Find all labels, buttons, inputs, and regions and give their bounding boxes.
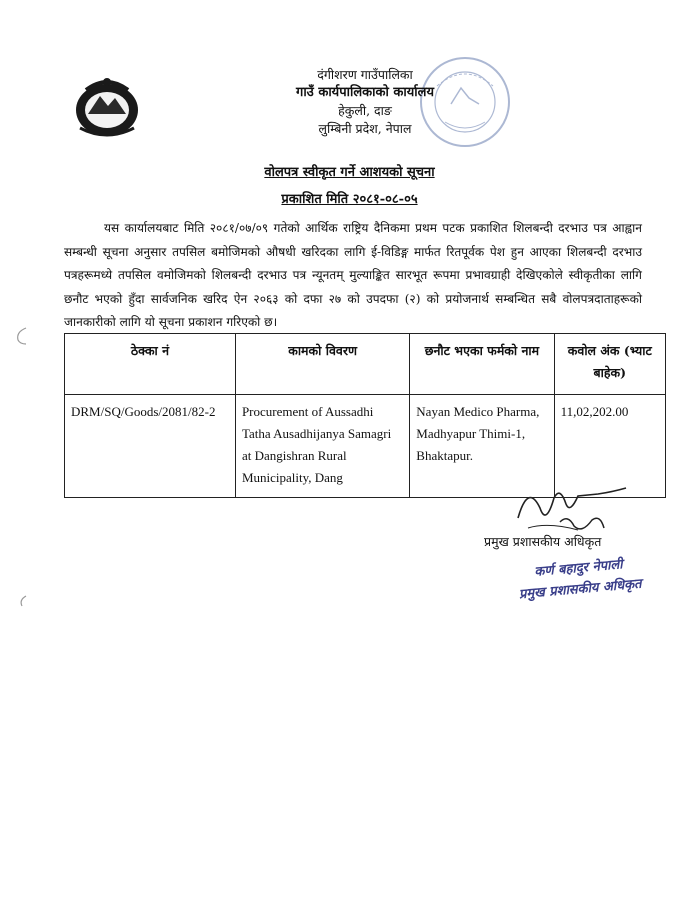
office-address: हेकुली, दाङ [338,103,392,118]
handwritten-signature-icon [508,478,638,538]
header-contract-no: ठेक्का नं [65,334,236,395]
nepal-emblem-icon [68,72,146,140]
header-work-description: कामको विवरण [235,334,409,395]
selected-firm-cell: Nayan Medico Pharma, Madhyapur Thimi-1, Bhaktapur. [410,395,554,498]
notice-title-text: वोलपत्र स्वीकृत गर्ने आशयको सूचना [264,165,435,180]
contract-no-cell: DRM/SQ/Goods/2081/82-2 [65,395,236,498]
published-date-text: प्रकाशित मिति २०८१-०८-०५ [281,192,418,207]
notice-body: यस कार्यालयबाट मिति २०८१/०७/०९ गतेको आर्थिक राष्ट्रिय दैनिकमा प्रथम पटक प्रकाशित शिलबन्दी दरभाउ पत्र आह्वान सम्बन्धी सूचना अनुसार तपसिल बमोजिमको औषधी खरिदका लागि ई-विडिङ्ग मार्फत रितपूर्वक पेश हुन आएका शिलबन्दी दरभाउ पत्रहरूमध्ये तपसिल वमोजिमको शिलबन्दी दरभाउ पत्र न्यूनतम् मुल्याङ्कित सारभूत रूपमा प्रभावग्राही देखिएकोले स्वीकृतीका लागि छनौट भएको हुँदा सार्वजनिक खरिद ऐन २०६३ को दफा २७ को उपदफा (२) को प्रयोजनार्थ सम्बन्धित सबै वोलपत्रदाताहरूको जानकारीको लागि यो सूचना प्रकाशन गरिएको छ। [64,221,642,329]
header-selected-firm: छनौट भएका फर्मको नाम [410,334,554,395]
name-stamp [493,551,667,622]
office-header [200,66,530,138]
office-name: गाउँ कार्यपालिकाको कार्यालय [296,85,434,100]
province-country: लुम्बिनी प्रदेश, नेपाल [318,121,412,136]
notice-title [0,162,699,180]
signatory-title: प्रमुख प्रशासकीय अधिकृत [484,534,602,549]
bid-amount-cell: 11,02,202.00 [554,395,665,498]
published-date [0,189,699,207]
stamp-name: कर्ण बहादुर नेपाली [533,557,624,580]
tender-table [64,333,666,498]
municipality-name: दंगीशरण गाउँपालिका [317,67,413,82]
work-description-cell: Procurement of Aussadhi Tatha Ausadhijanya Samagri at Dangishran Rural Municipality, Dang [235,395,409,498]
header-bid-amount: कवोल अंक (भ्याट बाहेक) [554,334,665,395]
stamp-designation: प्रमुख प्रशासकीय अधिकृत [518,576,643,603]
scan-mark-icon [16,594,30,608]
punch-mark-icon [14,326,28,346]
table-header-row [65,334,666,395]
